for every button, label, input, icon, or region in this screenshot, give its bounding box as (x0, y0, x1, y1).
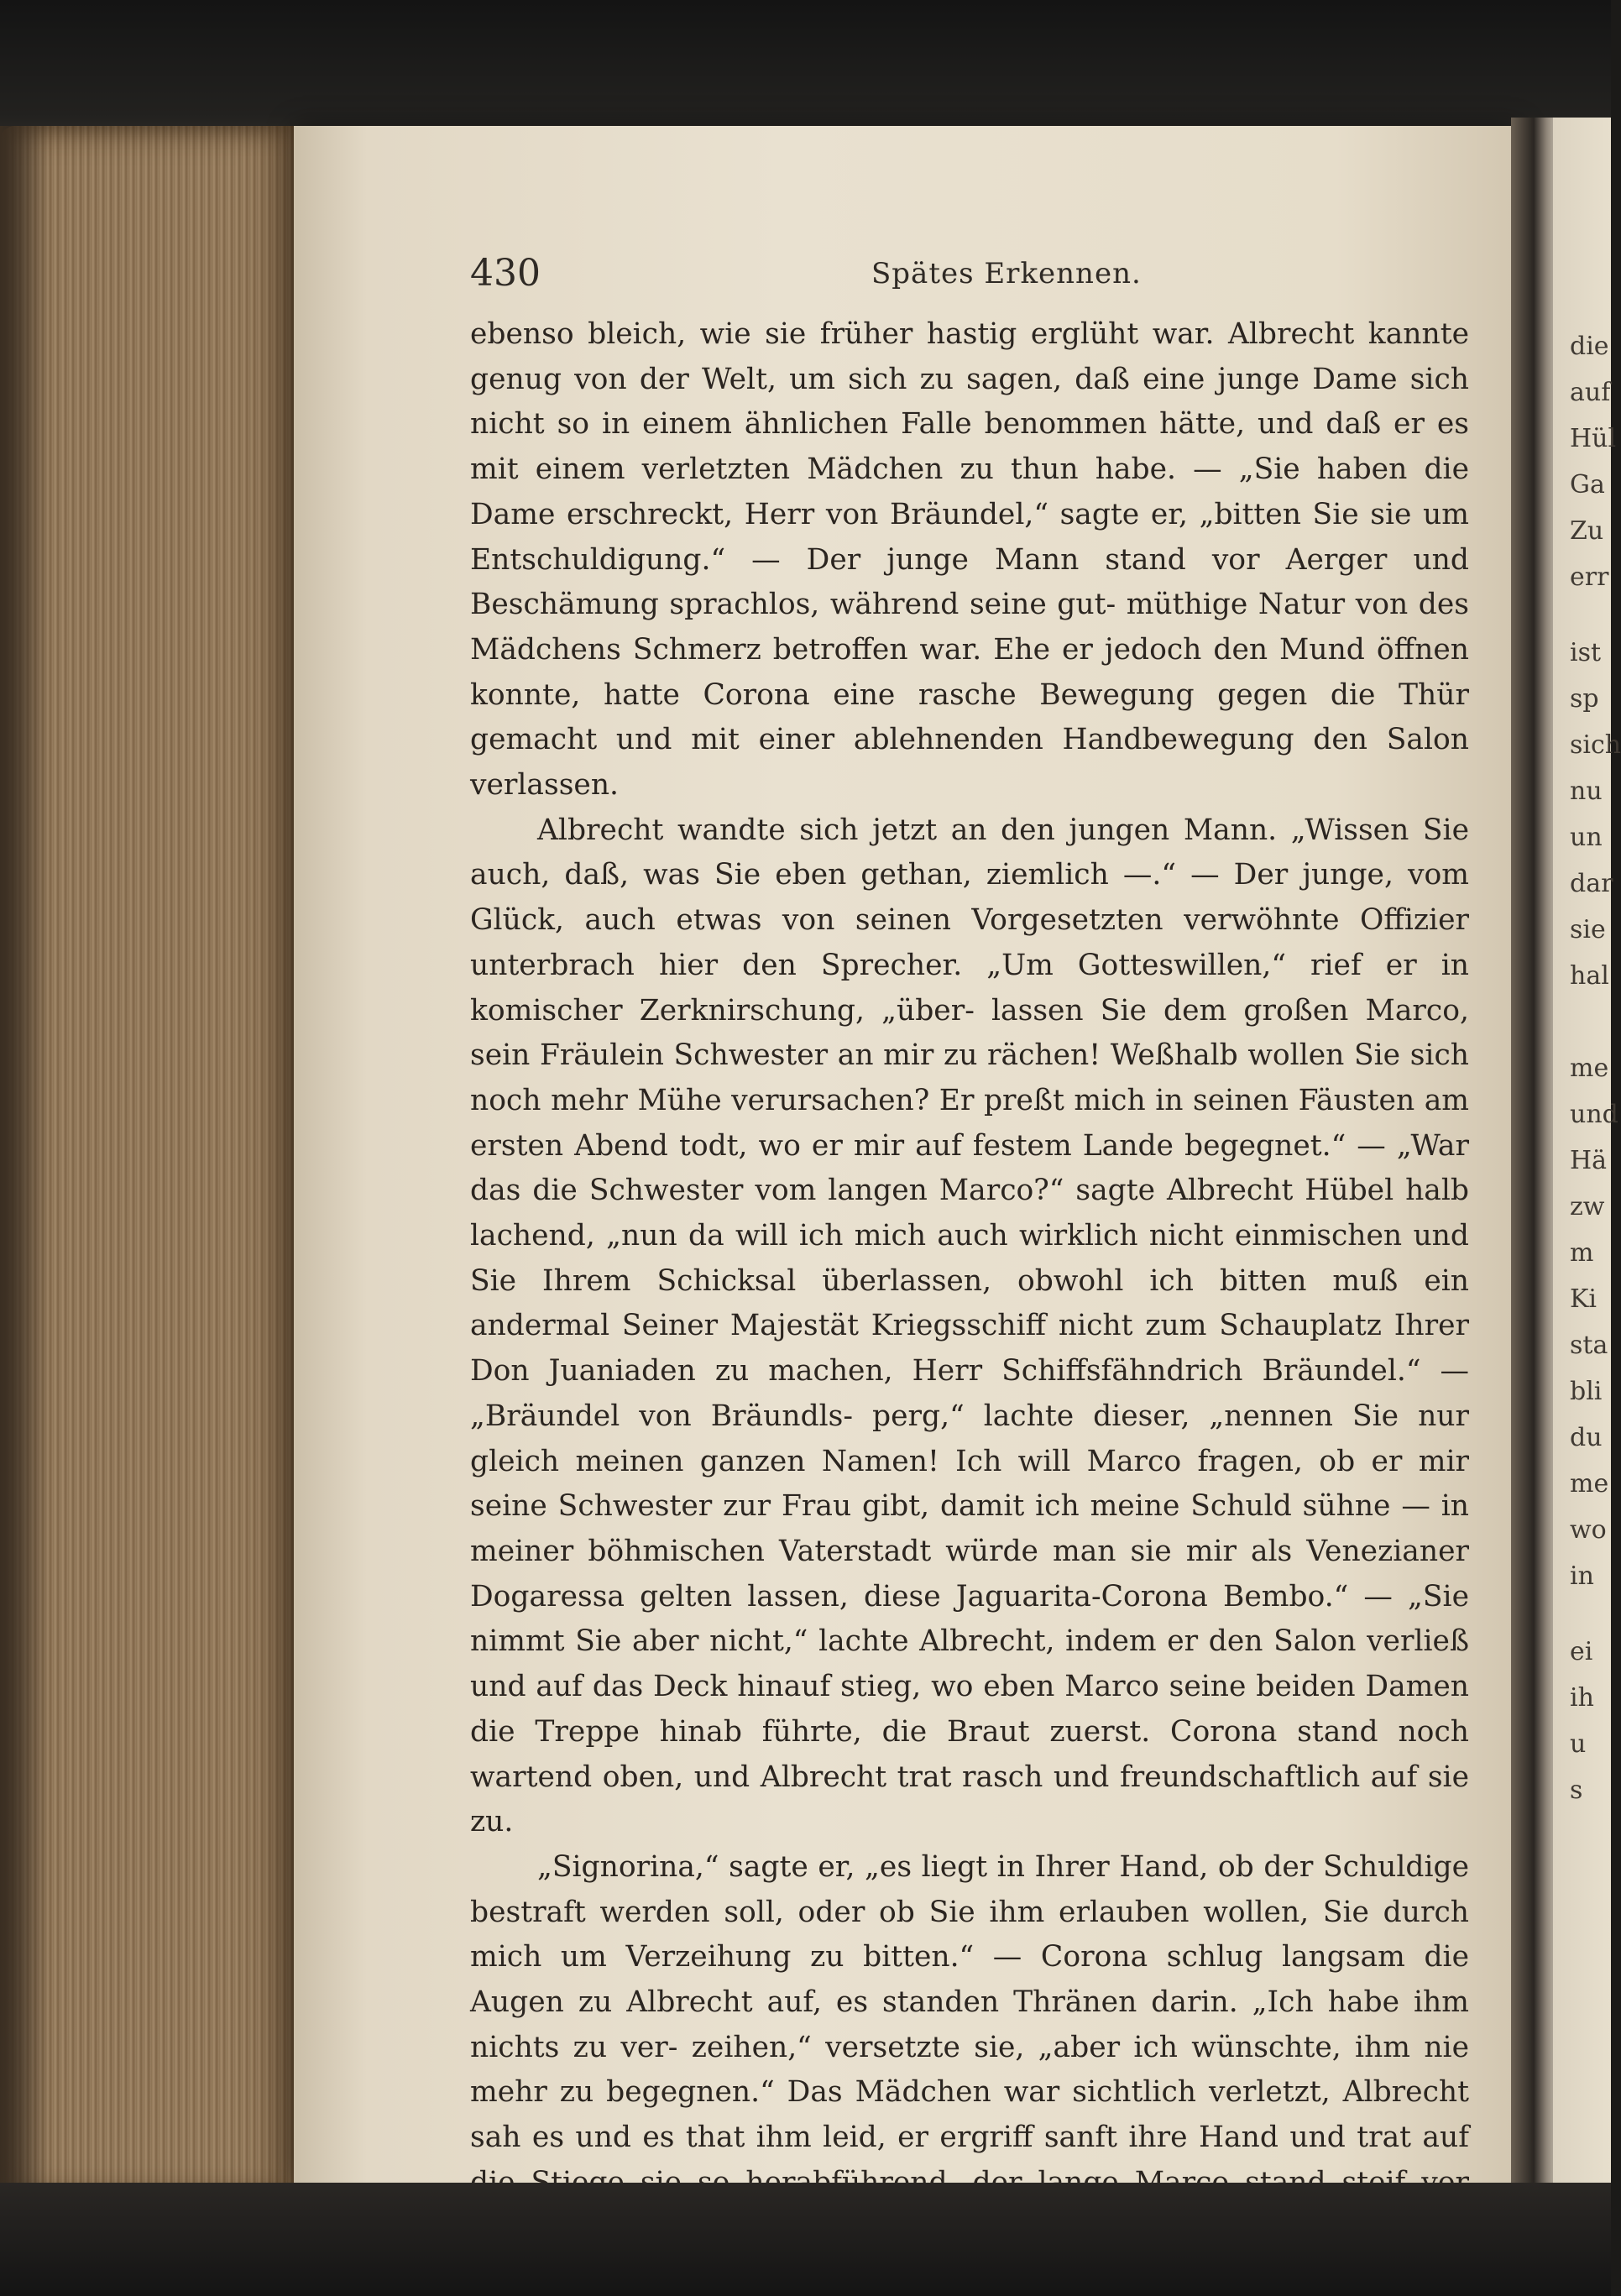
facing-fragment: me (1570, 1054, 1609, 1083)
facing-fragment: ei (1570, 1637, 1593, 1666)
scan-background-bottom (0, 2183, 1611, 2296)
paragraph-3: „Signorina,“ sagte er, „es liegt in Ihrer Hand, ob der Schuldige bestraft werden soll, oder ob Sie ihm erlauben wollen, Sie durch mich um Verzeihung zu bitten.“ — Corona schlug langsam die Augen zu Albrecht auf, es standen Thränen darin. „Ich habe ihm nichts zu ver- zeihen,“ versetzte sie, „aber ich wünschte, ihm nie mehr zu begegnen.“ Das Mädchen war sichtlich verletzt, Albrecht sah es und es that ihm leid, er ergriff sanft ihre Hand und trat auf (470, 1849, 1469, 2155)
book-edge-shadow (0, 126, 50, 2199)
facing-fragment: zw (1570, 1192, 1605, 1221)
facing-fragment: Hä (1570, 1146, 1608, 1175)
paragraph-2: Albrecht wandte sich jetzt an den jungen Mann. „Wissen Sie auch, daß, was Sie eben gethan, ziemlich —.“ — Der junge, vom Glück, auch etwas von seinen Vorgesetzten verwöhnte Offizier unterbrach hier den Sprecher. „Um Gotteswillen,“ rief er in komischer Zerknirschung, „über- lassen Sie dem großen Marco, sein Fräulein Schwester an mir zu rächen! Weßhalb wollen Sie sich noch mehr Mühe verursachen? Er preßt mich in seinen Fäusten am ersten Abend todt, wo er mir auf festem Lande begegnet.“ — „War das die Schwester vom langen Marco?“ sagte Albrecht Hübel halb lachend, „nun da will ich mich auch wirklich nicht einmischen und Sie Ihrem Schicksal überlassen, obwohl ich bitten muß ein andermal Seiner Majestät Kriegsschiff nicht zum Schauplatz Ihrer Don Juaniaden zu machen, Herr Schiffsfähndrich Bräundel.“ — „Bräundel von Bräundls- perg,“ lachte dieser, „nennen Sie nur gleich meinen ganzen Namen! Ich will Marco fragen, ob er mir seine Schwester zur Frau gibt, damit ich meine Schuld sühne — in meiner böhmischen Vaterstadt würde man sie mir als Venezianer Dogaressa gelten lassen, diese Jaguarita-Corona Bembo.“ — „Sie nimmt Sie aber nicht,“ lachte Albrecht, indem er den Salon verließ und auf das Deck hinauf stieg, wo eben Marco seine beiden Damen die Treppe hinab führte, die Braut zuerst. Corona stand noch wartend oben, und Albrecht trat rasch und freundschaftlich auf sie zu. (470, 813, 1469, 1839)
facing-page-sliver (1553, 118, 1621, 2191)
page-header (470, 252, 1469, 302)
facing-fragment: sta (1570, 1331, 1608, 1360)
facing-fragment: wo (1570, 1515, 1607, 1545)
facing-fragment: auf (1570, 378, 1611, 407)
running-title: Spätes Erkennen. (871, 257, 1142, 290)
facing-fragment: du (1570, 1423, 1603, 1452)
facing-fragment: ist (1570, 638, 1602, 667)
facing-fragment: sie (1570, 915, 1606, 944)
facing-fragment: Zu (1570, 516, 1604, 546)
facing-fragment: Ki (1570, 1284, 1597, 1314)
facing-fragment: die (1570, 332, 1609, 361)
facing-fragment: in (1570, 1561, 1594, 1591)
facing-fragment: me (1570, 1469, 1609, 1498)
facing-fragment: m (1570, 1238, 1594, 1268)
facing-fragment: u (1570, 1729, 1587, 1759)
facing-fragment: ih (1570, 1683, 1594, 1713)
paragraph-1: ebenso bleich, wie sie früher hastig erglüht war. Albrecht kannte genug von der Welt, um sich zu sagen, daß eine junge Dame sich nicht so in einem ähnlichen Falle benommen hätte, und daß er es mit einem verletzten Mädchen zu thun habe. — „Sie haben die Dame erschreckt, Herr von Bräundel,“ sagte er, „bitten Sie sie um Entschuldigung.“ — Der junge Mann stand vor Aerger und Beschämung sprachlos, während seine gut- müthige Natur von des Mädchens Schmerz betroffen war. Ehe er jedoch den Mund öffnen konnte, hatte Corona eine rasche Bewegung gegen die Thür gemacht und mit einer ablehnenden Handbewegung den Salon verlassen. (470, 317, 1469, 803)
facing-fragment: s (1570, 1776, 1583, 1805)
page-number: 430 (470, 252, 541, 295)
facing-fragment: und (1570, 1100, 1618, 1129)
facing-fragment: sp (1570, 684, 1599, 714)
facing-fragment: bli (1570, 1377, 1603, 1406)
facing-fragment: err (1570, 562, 1609, 592)
facing-fragment: un (1570, 823, 1603, 852)
facing-fragment: Ga (1570, 470, 1605, 499)
facing-fragment: dar (1570, 869, 1613, 898)
facing-fragment: hal (1570, 961, 1609, 991)
facing-fragment: Hül (1570, 424, 1617, 453)
scan-background-top (0, 0, 1611, 143)
facing-fragment: nu (1570, 777, 1603, 806)
page-body-text (470, 312, 1469, 2251)
facing-fragment: sich (1570, 730, 1621, 760)
